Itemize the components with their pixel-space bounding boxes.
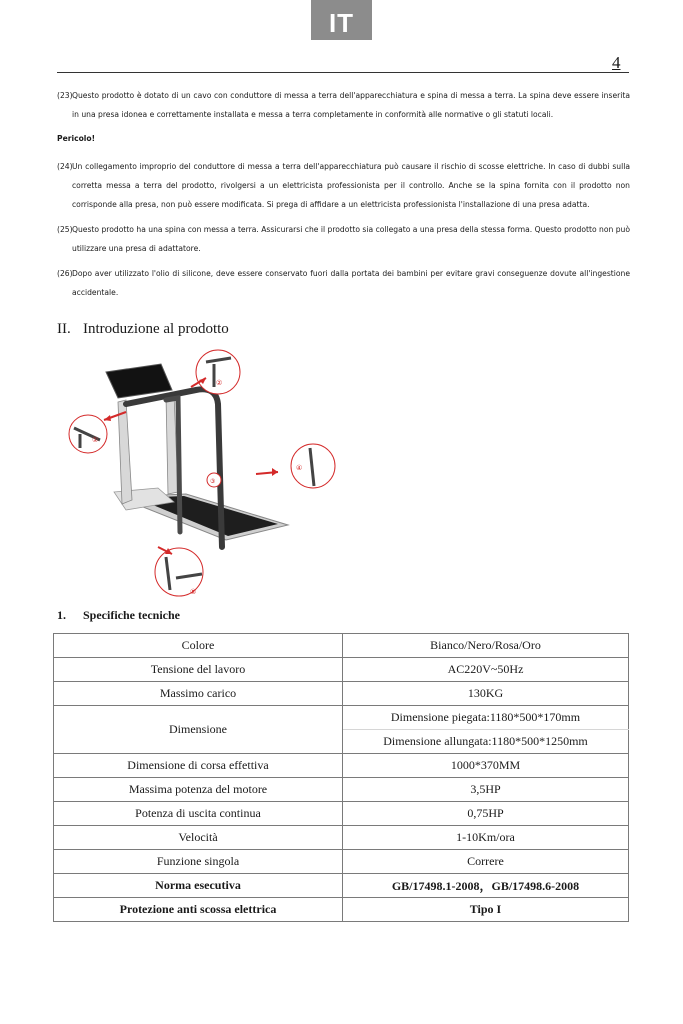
- note-24: [57, 157, 630, 214]
- spec-value: Correre: [343, 850, 629, 874]
- spec-value: 3,5HP: [343, 778, 629, 802]
- note-number: (24): [57, 162, 73, 171]
- section-heading: [57, 321, 229, 338]
- table-row: [54, 874, 629, 898]
- note-text: Un collegamento improprio del conduttore di messa a terra dell'apparecchiatura può causare il rischio di scosse elettriche. In caso di dubbi sulla corretta messa a terra del prodotto, rivolgersi a un elettricista professionista per il controllo. Anche se la spina fornita con il prodotto non corrisponde alla presa, non può essere modificata. Si prega di affidare a un elettricista professionista l'installazione di una presa adatta.: [72, 162, 630, 209]
- spec-label: Norma esecutiva: [54, 874, 343, 898]
- spec-label: Tensione del lavoro: [54, 658, 343, 682]
- table-row: [54, 658, 629, 682]
- spec-label: Potenza di uscita continua: [54, 802, 343, 826]
- table-row: [54, 898, 629, 922]
- spec-value: 0,75HP: [343, 802, 629, 826]
- table-row: [54, 634, 629, 658]
- table-row: [54, 682, 629, 706]
- table-row: [54, 754, 629, 778]
- spec-value: 130KG: [343, 682, 629, 706]
- header-divider: [57, 72, 629, 73]
- callout-label: ③: [210, 478, 216, 485]
- specs-table: [53, 633, 629, 922]
- note-text: Questo prodotto ha una spina con messa a terra. Assicurarsi che il prodotto sia collegato a una presa della stessa forma. Questo prodotto non può utilizzare una presa di adattatore.: [72, 225, 630, 253]
- spec-label: Massima potenza del motore: [54, 778, 343, 802]
- table-row: [54, 802, 629, 826]
- upright-left: [118, 400, 132, 504]
- callout-label: ⑤: [190, 588, 197, 596]
- spec-label: Dimensione di corsa effettiva: [54, 754, 343, 778]
- spec-value: Dimensione allungata:1180*500*1250mm: [343, 730, 629, 754]
- table-row: [54, 850, 629, 874]
- spec-label: Funzione singola: [54, 850, 343, 874]
- table-row: [54, 778, 629, 802]
- note-23: [57, 86, 630, 124]
- spec-value: 1000*370MM: [343, 754, 629, 778]
- page-number: 4: [612, 53, 621, 72]
- spec-label: Protezione anti scossa elettrica: [54, 898, 343, 922]
- spec-label: Massimo carico: [54, 682, 343, 706]
- danger-label: Pericolo!: [57, 134, 96, 143]
- callout-label: ④: [296, 464, 303, 472]
- spec-value: 1-10Km/ora: [343, 826, 629, 850]
- spec-value: Tipo I: [343, 898, 629, 922]
- spec-value: Bianco/Nero/Rosa/Oro: [343, 634, 629, 658]
- subsection-number: 1.: [57, 608, 66, 622]
- safety-notes: [57, 86, 630, 308]
- callout-label: ①: [92, 436, 99, 444]
- treadmill-illustration: [66, 342, 336, 604]
- note-26: [57, 264, 630, 302]
- note-number: (23): [57, 91, 73, 100]
- subsection-heading: [57, 608, 180, 623]
- console-screen: [106, 364, 172, 398]
- spec-label: Velocità: [54, 826, 343, 850]
- spec-value: GB/17498.1-2008，GB/17498.6-2008: [343, 874, 629, 898]
- callout-label: ②: [216, 379, 223, 387]
- subsection-title: Specifiche tecniche: [83, 608, 180, 622]
- note-number: (26): [57, 269, 73, 278]
- language-badge: IT: [311, 0, 372, 40]
- table-row: [54, 826, 629, 850]
- spec-label: Dimensione: [54, 706, 343, 754]
- spec-value: AC220V~50Hz: [343, 658, 629, 682]
- section-numeral: II.: [57, 321, 71, 337]
- note-text: Questo prodotto è dotato di un cavo con conduttore di messa a terra dell'apparecchiatura e spina di messa a terra. La spina deve essere inserita in una presa idonea e correttamente installata e messa a terra completamente in conformità alle normative o gli statuti locali.: [72, 91, 630, 119]
- section-title: Introduzione al prodotto: [83, 321, 229, 337]
- table-row: [54, 706, 629, 730]
- spec-label: Colore: [54, 634, 343, 658]
- callout-detail-circle: [196, 350, 240, 394]
- spec-value: Dimensione piegata:1180*500*170mm: [343, 706, 629, 730]
- note-number: (25): [57, 225, 73, 234]
- note-text: Dopo aver utilizzato l'olio di silicone, deve essere conservato fuori dalla portata dei bambini per evitare gravi conseguenze dovute all'ingestione accidentale.: [72, 269, 630, 297]
- note-25: [57, 220, 630, 258]
